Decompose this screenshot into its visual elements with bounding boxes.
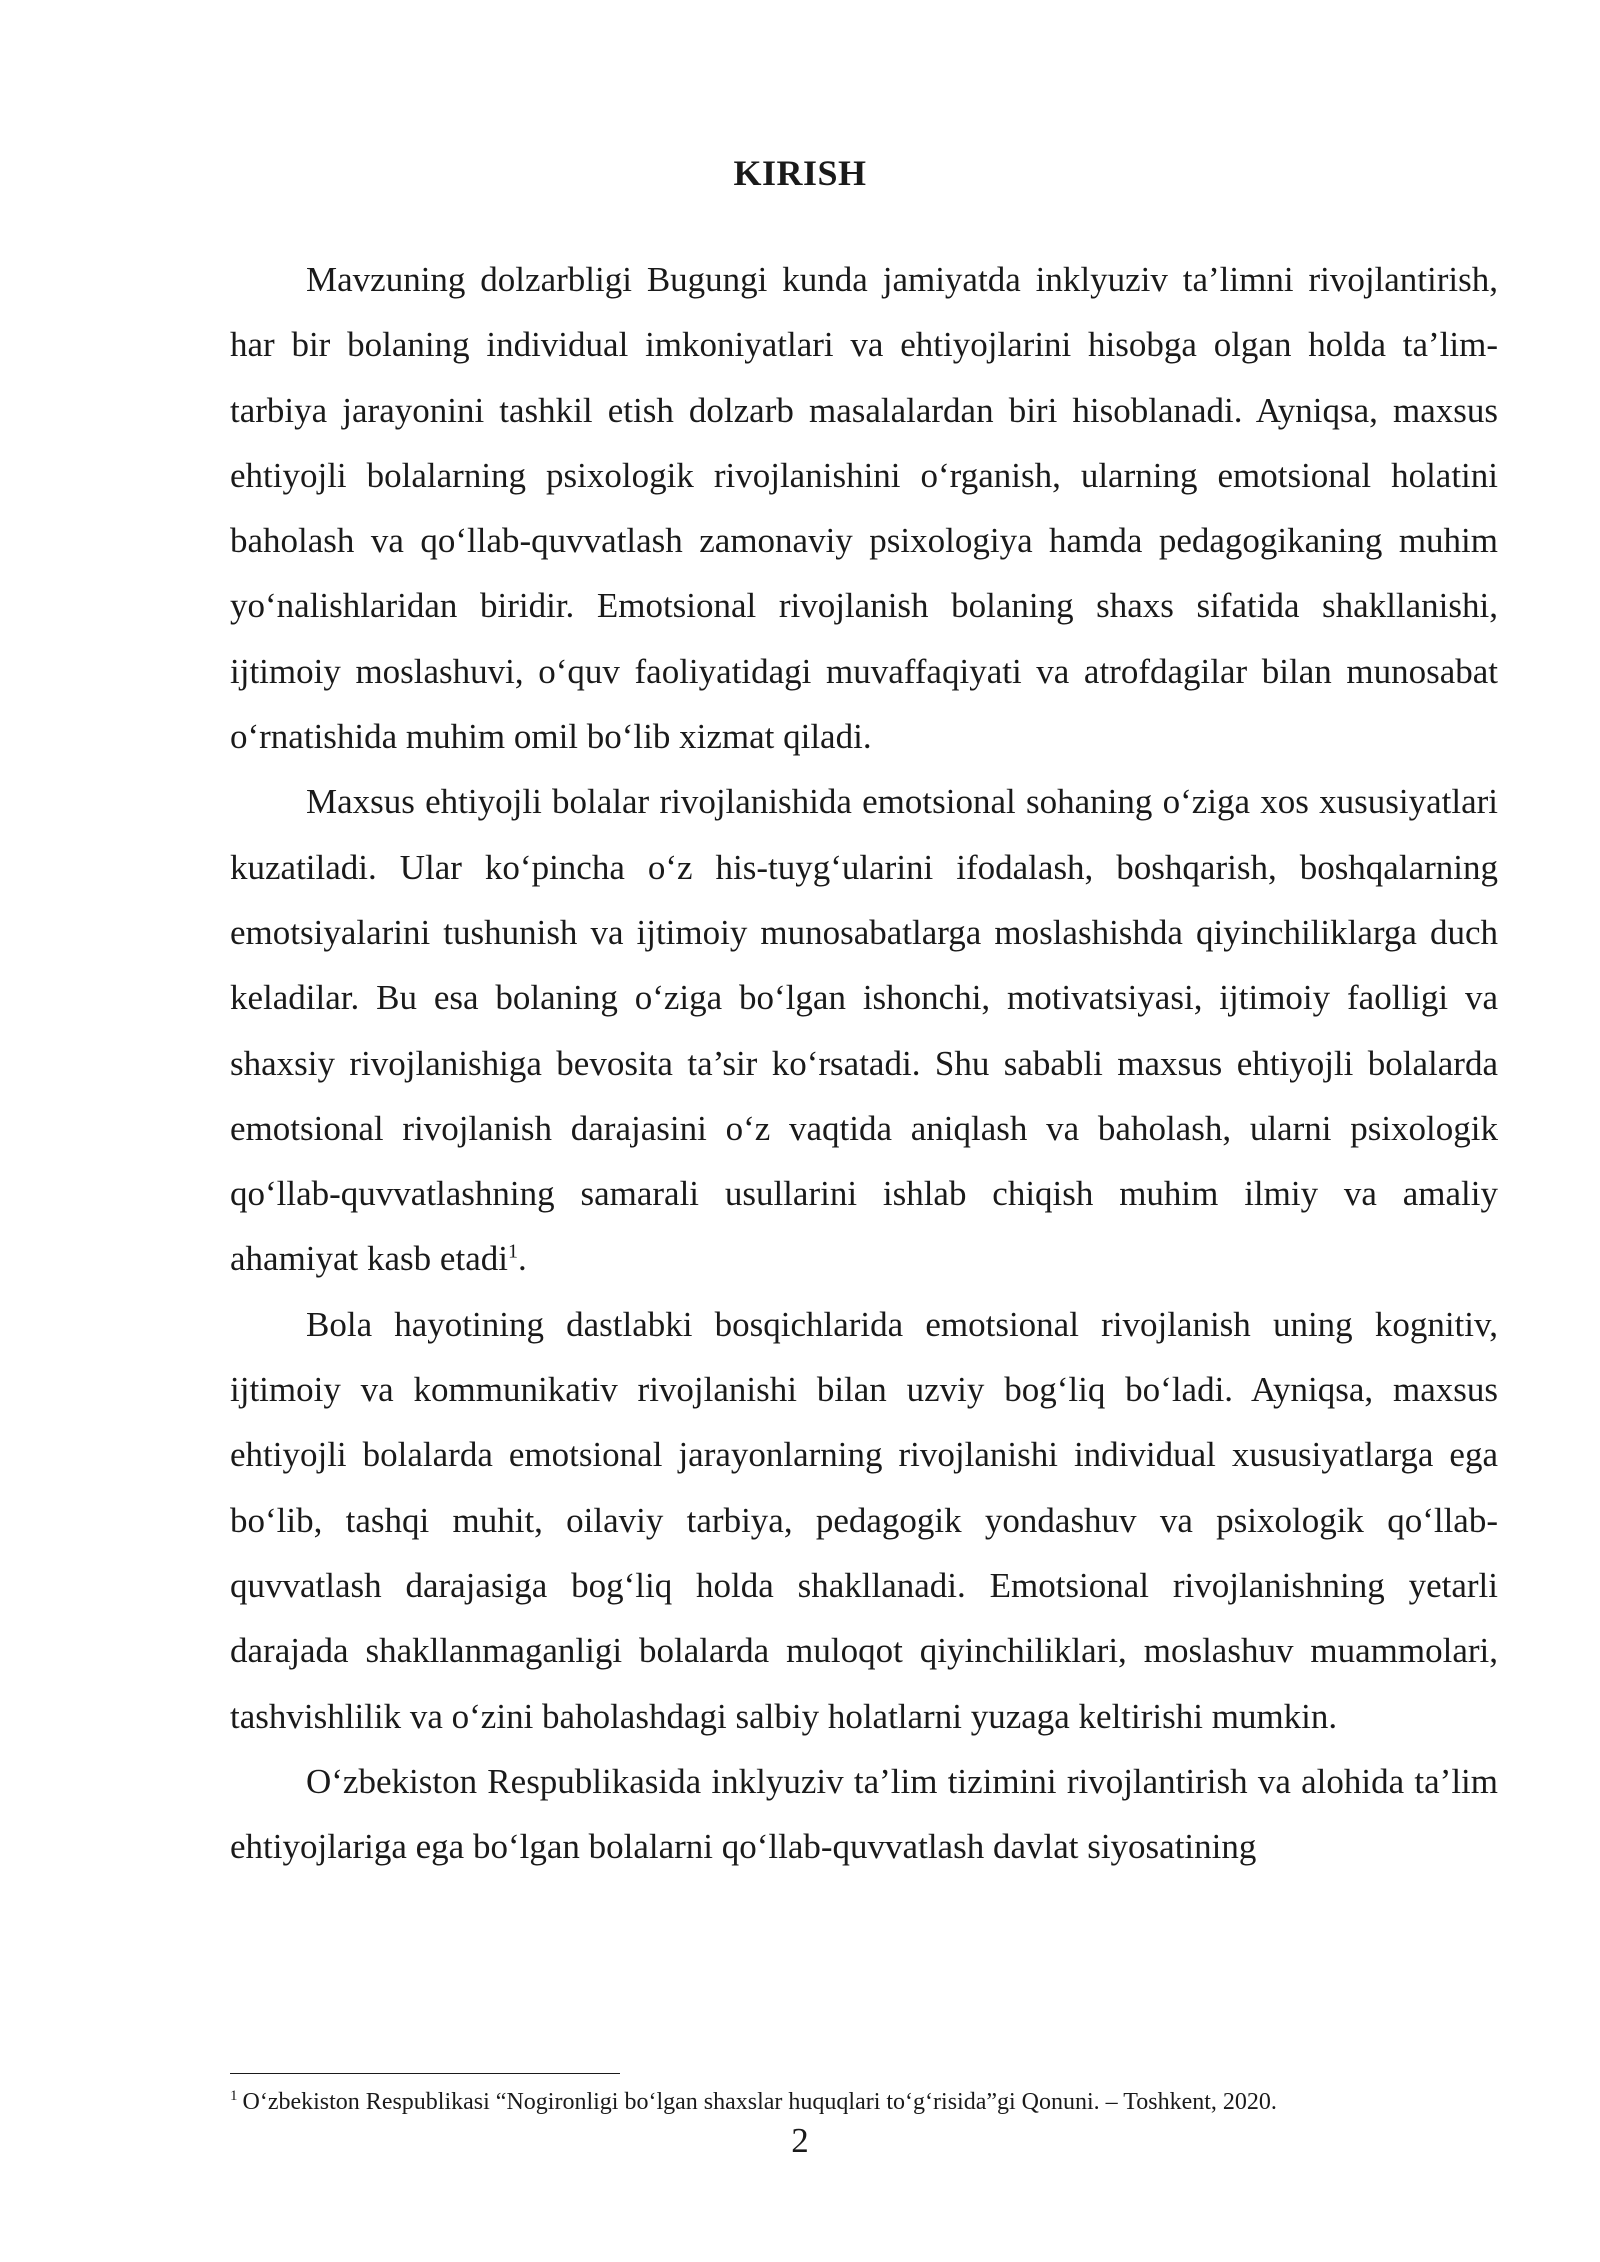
page-title: KIRISH xyxy=(733,153,867,193)
paragraph-3 xyxy=(230,1292,1498,1749)
paragraph-4-text: O‘zbekiston Respublikasida inklyuziv ta’lim tizimini rivojlantirish va alohida ta’lim ehtiyojlariga ega bo‘lgan bolalarni qo‘llab-quvvatlash davlat siyosatining xyxy=(230,1761,1498,1867)
paragraph-2-end: . xyxy=(517,1239,527,1279)
footnote xyxy=(230,2086,1498,2118)
paragraph-1-text: Mavzuning dolzarbligi Bugungi kunda jamiyatda inklyuziv ta’limni rivojlantirish, har bir bolaning individual imkoniyatlari va ehtiyojlarini hisobga olgan holda ta’lim-tarbiya jarayonini tashkil etish dolzarb masalalardan biri hisoblanadi. Ayniqsa, maxsus ehtiyojli bolalarning psixologik rivojlanishini o‘rganish, ularning emotsional holatini baholash va qo‘llab-quvvatlash zamonaviy psixologiya hamda pedagogikaning muhim yo‘nalishlaridan biridir. Emotsional rivojlanish bolaning shaxs sifatida shakllanishi, ijtimoiy moslashuvi, o‘quv faoliyatidagi muvaffaqiyati va atrofdagilar bilan munosabat o‘rnatishida muhim omil bo‘lib xizmat qiladi. xyxy=(230,260,1498,757)
footnote-reference[interactable]: 1 xyxy=(507,1240,518,1263)
paragraph-2-text: Maxsus ehtiyojli bolalar rivojlanishida emotsional sohaning o‘ziga xos xususiyatlari kuzatiladi. Ular ko‘pincha o‘z his-tuyg‘ularini ifodalash, boshqarish, boshqalarning emotsiyalarini tushunish va ijtimoiy munosabatlarga moslashishda qiyinchiliklarga duch keladilar. Bu esa bolaning o‘ziga bo‘lgan ishonchi, motivatsiyasi, ijtimoiy faolligi va shaxsiy rivojlanishiga bevosita ta’sir ko‘rsatadi. Shu sababli maxsus ehtiyojli bolalarda emotsional rivojlanish darajasini o‘z vaqtida aniqlash va baholash, ularni psixologik qo‘llab-quvvatlashning samarali usullarini ishlab chiqish muhim ilmiy va amaliy ahamiyat kasb etadi xyxy=(230,782,1498,1279)
paragraph-2 xyxy=(230,769,1498,1291)
paragraph-3-text: Bola hayotining dastlabki bosqichlarida emotsional rivojlanish uning kognitiv, ijtimoiy va kommunikativ rivojlanishi bilan uzviy bog‘liq bo‘ladi. Ayniqsa, maxsus ehtiyojli bolalarda emotsional jarayonlarning rivojlanishi individual xususiyatlarga ega bo‘lib, tashqi muhit, oilaviy tarbiya, pedagogik yondashuv va psixologik qo‘llab-quvvatlash darajasiga bog‘liq holda shakllanadi. Emotsional rivojlanishning yetarli darajada shakllanmaganligi bolalarda muloqot qiyinchiliklari, moslashuv muammolari, tashvishlilik va o‘zini baholashdagi salbiy holatlarni yuzaga keltirishi mumkin. xyxy=(230,1304,1498,1736)
footnote-text: O‘zbekiston Respublikasi “Nogironligi bo‘lgan shaxslar huquqlari to‘g‘risida”gi Qonuni. – Toshkent, 2020. xyxy=(242,2089,1277,2115)
footnote-number: 1 xyxy=(230,2088,238,2104)
paragraph-1 xyxy=(230,247,1498,769)
page-number: 2 xyxy=(791,2121,809,2160)
document-body xyxy=(230,247,1498,1879)
footnote-divider xyxy=(230,2073,620,2074)
paragraph-4 xyxy=(230,1749,1498,1880)
